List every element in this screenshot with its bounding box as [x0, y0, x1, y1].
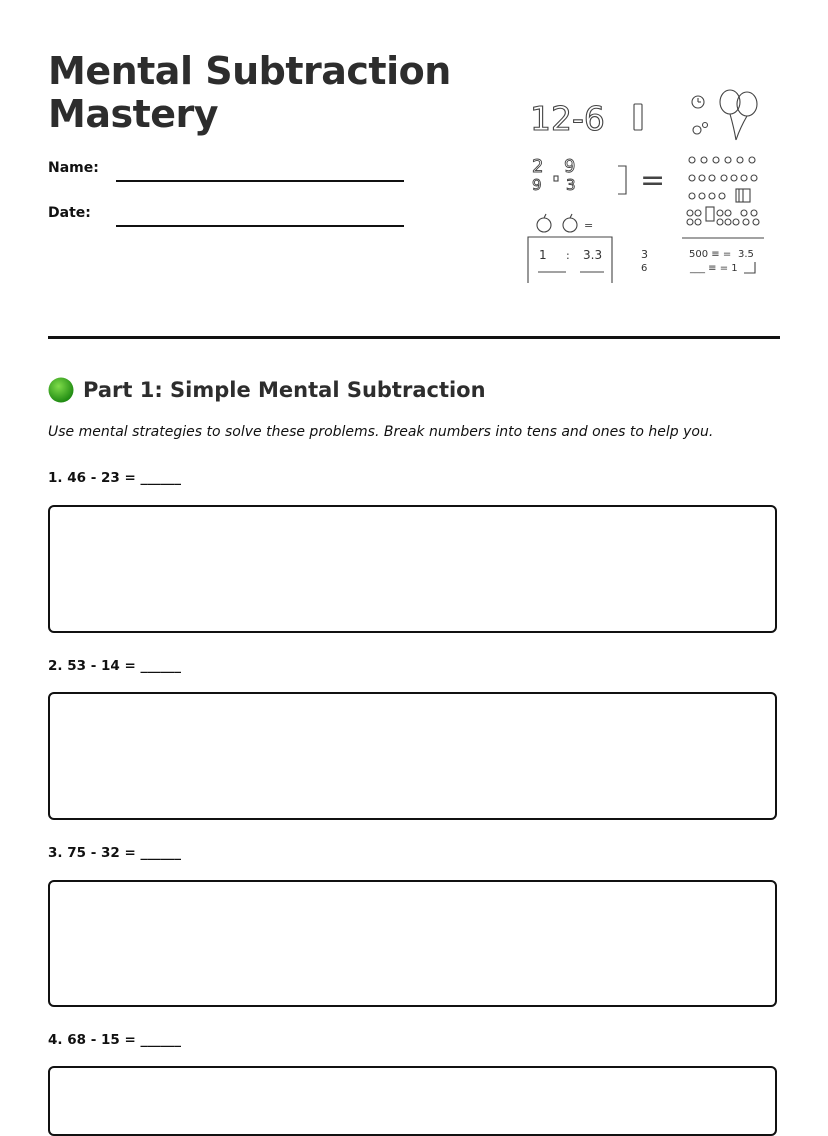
- bottom-right-text: ___ ≡ = 1: [690, 263, 738, 274]
- digit-top-left: 2: [532, 156, 544, 177]
- main-problem-text: 12-6: [530, 99, 605, 138]
- question-1-answer-box[interactable]: [48, 505, 777, 633]
- question-3-answer-box[interactable]: [48, 880, 777, 1007]
- balloons-icon: [720, 90, 757, 140]
- ratio-right: 3.3: [583, 248, 603, 262]
- ratio-left: 1: [539, 248, 547, 262]
- title-line-2: Mastery: [48, 92, 219, 136]
- apples-icon: [537, 214, 577, 232]
- stacked-digits-icon: [532, 156, 576, 194]
- ratio-colon: :: [566, 249, 570, 262]
- question-3-label: 3. 75 - 32 = ______: [48, 845, 182, 861]
- question-2-answer-box[interactable]: [48, 692, 777, 820]
- bracket-icon: [618, 166, 626, 194]
- name-label: Name:: [48, 160, 99, 176]
- question-1-label: 1. 46 - 23 = ______: [48, 470, 182, 486]
- title-line-1: Mental Subtraction: [48, 49, 451, 93]
- bracket-bar-icon: [634, 104, 642, 130]
- apples-equals: =: [584, 219, 594, 232]
- fraction-numerator: 3: [641, 248, 648, 261]
- digit-bottom-right: 3: [566, 176, 576, 194]
- math-illustration: [522, 88, 772, 283]
- count-text: 500 ≡ =: [689, 249, 732, 260]
- fraction-denominator: 6: [641, 263, 648, 274]
- question-4-label: 4. 68 - 15 = ______: [48, 1032, 182, 1048]
- header-divider: [48, 336, 780, 339]
- flower-icon: [693, 123, 708, 135]
- equals-sign: =: [640, 163, 666, 198]
- name-field[interactable]: [116, 180, 404, 182]
- digit-bottom-left: 9: [532, 176, 542, 194]
- question-4-answer-box[interactable]: [48, 1066, 777, 1136]
- worksheet-title: [48, 50, 468, 136]
- part-1-title: Part 1: Simple Mental Subtraction: [83, 378, 486, 402]
- part-1-instructions: Use mental strategies to solve these problems. Break numbers into tens and ones to help you.: [48, 424, 714, 440]
- date-label: Date:: [48, 205, 91, 221]
- part-1-heading: [48, 375, 486, 405]
- clock-icon: [692, 96, 704, 108]
- date-field[interactable]: [116, 225, 404, 227]
- digit-top-right: 9: [564, 156, 576, 177]
- count-value: 3.5: [738, 249, 754, 260]
- dot-array-icon: [687, 157, 759, 225]
- green-circle-icon: [48, 377, 74, 403]
- question-2-label: 2. 53 - 14 = ______: [48, 658, 182, 674]
